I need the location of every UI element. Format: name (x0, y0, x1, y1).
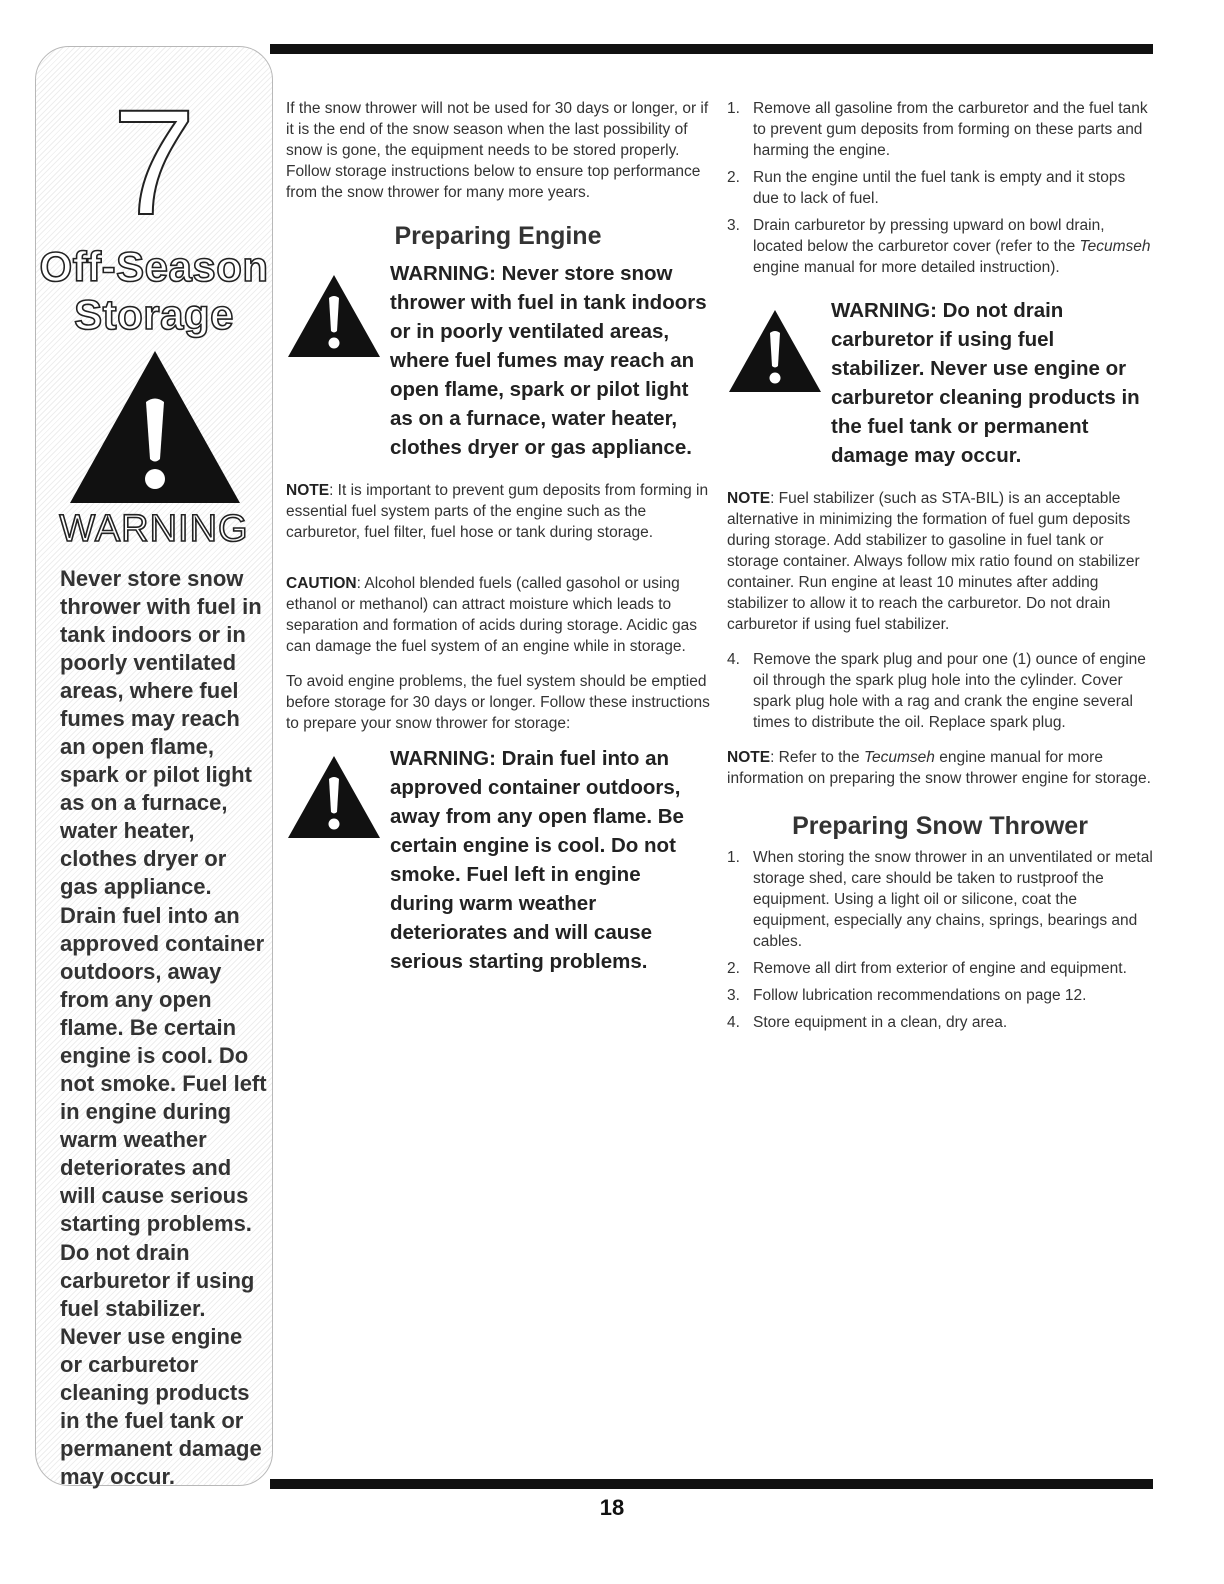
list-item: 4. Remove the spark plug and pour one (1) ounce of engine oil through the spark plug hole into the cylinder. Cover spark plug hole with a rag and crank the engine several times to distribute the oil. Replace spark plug. (727, 651, 1146, 731)
warning-block-stabilizer (727, 296, 1153, 470)
warning-text-storage: WARNING: Never store snow thrower with fuel in tank indoors or in poorly ventilated areas, where fuel fumes may reach an open flame, spark or pilot light as on a furnace, water heater, clothes dryer or gas appliance. (390, 262, 707, 459)
avoid-problems-paragraph: To avoid engine problems, the fuel system should be emptied before storage for 30 days or longer. Follow these instructions to prepare your snow thrower for storage: (286, 673, 710, 732)
warning-label: WARNING (59, 508, 249, 550)
chapter-title-line2: Storage (74, 291, 234, 338)
snow-thrower-steps-list (727, 847, 1153, 1033)
bottom-rule (270, 1479, 1153, 1489)
warning-triangle-icon (66, 347, 244, 507)
engine-steps-list (727, 98, 1153, 278)
page-number: 18 (599, 1495, 625, 1520)
sidebar-warning-drain-fuel: Drain fuel into an approved container outdoors, away from any open flame. Be certain engine is cool. Do not smoke. Fuel left in engine during warm weather deteriorates and will cause serious starting problems. (60, 903, 267, 1236)
warning-block-storage (286, 259, 710, 462)
column-left (286, 98, 710, 976)
column-right (727, 98, 1153, 1039)
chapter-title (36, 243, 272, 339)
chapter-number: 7 (112, 78, 196, 246)
caution-label: CAUTION (286, 575, 357, 592)
list-item: 1. Remove all gasoline from the carburetor and the fuel tank to prevent gum deposits from forming on these parts and harming the engine. (727, 100, 1148, 159)
caution-alcohol-fuels (286, 573, 710, 657)
note-gum-deposits (286, 480, 710, 543)
chapter-title-line1: Off-Season (39, 243, 269, 290)
list-item: 2. Run the engine until the fuel tank is empty and it stops due to lack of fuel. (727, 169, 1126, 207)
warning-triangle-icon (286, 754, 382, 840)
engine-steps-list-continued (727, 649, 1153, 733)
chapter-sidebar (35, 46, 273, 1489)
list-item: 4. Store equipment in a clean, dry area. (727, 1014, 1008, 1031)
list-item: 3. Follow lubrication recommendations on page 12. (727, 987, 1087, 1004)
list-item: 1. When storing the snow thrower in an unventilated or metal storage shed, care should be taken to rustproof the equipment. Using a light oil or silicone, coat the equipment, especially any chains, springs, bearings and cables. (727, 849, 1153, 950)
caution-text: : Alcohol blended fuels (called gasohol or using ethanol or methanol) can attract moisture which leads to separation and formation of acids during storage. Acidic gas can damage the fuel system of an engine while in storage. (286, 575, 697, 655)
top-rule (270, 44, 1153, 54)
list-item: 3. Drain carburetor by pressing upward on bowl drain, located below the carburetor cover (refer to the Tecumseh engine manual for more detailed instruction). (727, 217, 1151, 276)
list-item: 2. Remove all dirt from exterior of engine and equipment. (727, 960, 1127, 977)
warning-text-drain-fuel: WARNING: Drain fuel into an approved container outdoors, away from any open flame. Be certain engine is cool. Do not smoke. Fuel left in engine during warm weather deteriorates and will cause serious starting problems. (390, 747, 684, 973)
heading-preparing-snow-thrower: Preparing Snow Thrower (792, 812, 1088, 840)
note-text: : It is important to prevent gum deposits from forming in essential fuel system parts of the engine such as the carburetor, fuel filter, fuel hose or tank during storage. (286, 482, 709, 541)
sidebar-warning-fuel-storage: Never store snow thrower with fuel in tank indoors or in poorly ventilated areas, where fuel fumes may reach an open flame, spark or pilot light as on a furnace, water heater, clothes dryer or gas appliance. (60, 566, 262, 899)
sidebar-warning-stabilizer: Do not drain carburetor if using fuel stabilizer. Never use engine or carburetor cleaning products in the fuel tank or permanent damage may occur. (60, 1240, 262, 1489)
note-fuel-stabilizer: NOTE: Fuel stabilizer (such as STA-BIL) is an acceptable alternative in minimizing the formation of fuel gum deposits during storage. Add stabilizer to gasoline in fuel tank or storage container. Always follow mix ratio found on stabilizer container. Run engine at least 10 minutes after adding stabilizer to allow it to reach the carburetor. Do not drain carburetor if using fuel stabilizer. (727, 490, 1140, 633)
intro-paragraph: If the snow thrower will not be used for 30 days or longer, or if it is the end of the snow season when the last possibility of snow is gone, the equipment needs to be stored properly. Follow storage instructions below to ensure top performance from the snow thrower for many more years. (286, 100, 709, 201)
warning-block-drain-fuel (286, 744, 710, 976)
heading-preparing-engine: Preparing Engine (394, 222, 602, 250)
warning-triangle-icon (286, 273, 382, 359)
note-label: NOTE (286, 482, 330, 499)
note-label: NOTE (727, 490, 771, 507)
note-tecumseh-manual: NOTE: Refer to the Tecumseh engine manual for more information on preparing the snow thrower engine for storage. (727, 749, 1151, 787)
warning-text-stabilizer: WARNING: Do not drain carburetor if using fuel stabilizer. Never use engine or carburetor cleaning products in the fuel tank or permanent damage may occur. (831, 299, 1140, 467)
warning-triangle-icon (727, 308, 823, 394)
note-label: NOTE (727, 749, 771, 766)
